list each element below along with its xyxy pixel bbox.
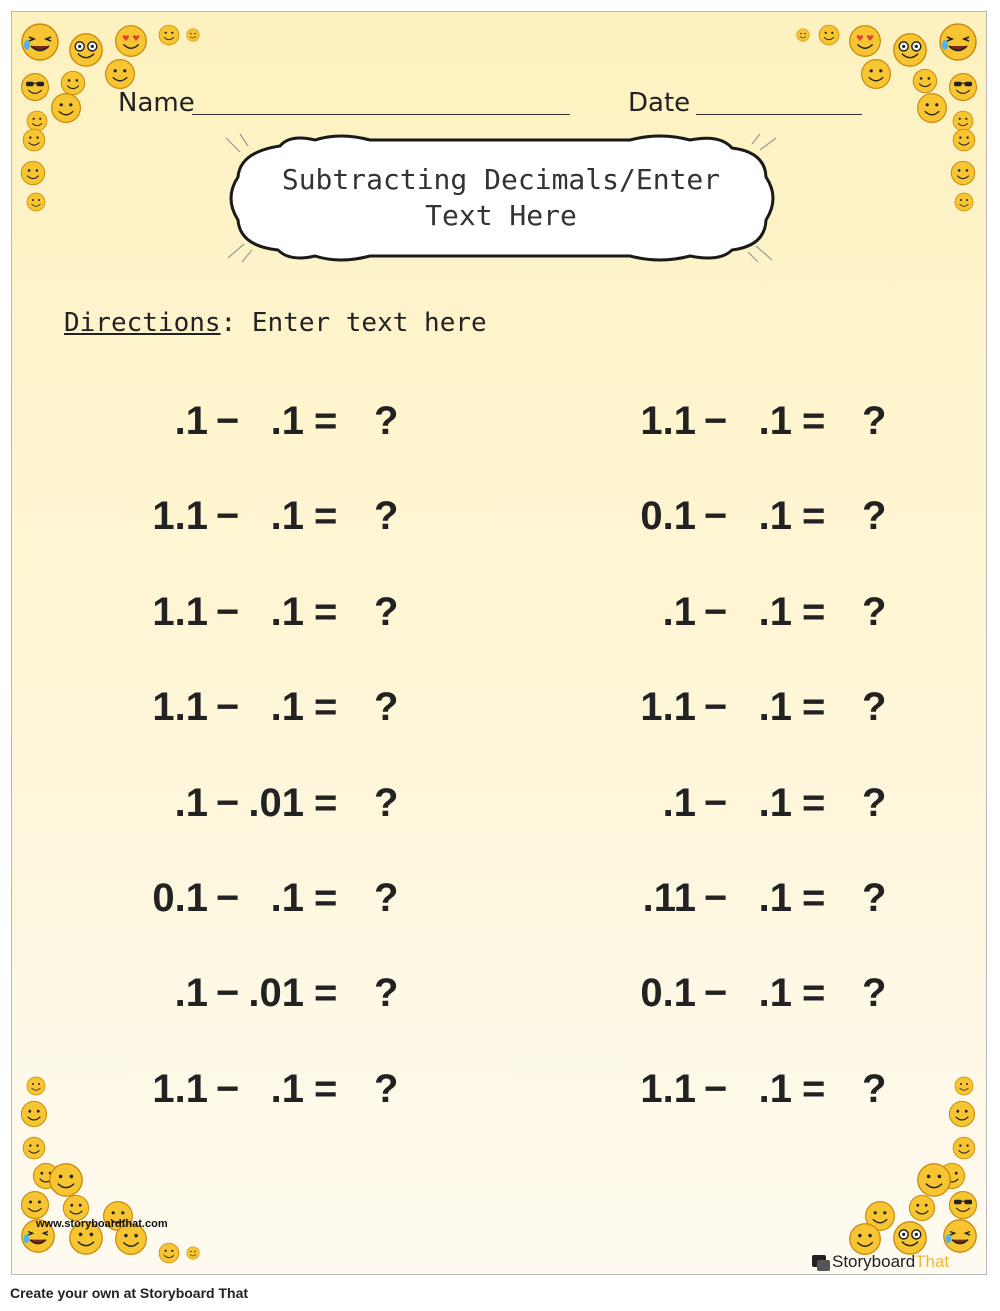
- problem-row: [136, 778, 399, 828]
- smile-emoji-icon: [158, 1242, 180, 1264]
- answer-placeholder[interactable]: ?: [862, 780, 887, 825]
- equals-sign: =: [802, 589, 826, 634]
- name-label: Name: [118, 88, 195, 118]
- minuend: .1: [174, 780, 208, 825]
- answer-placeholder[interactable]: ?: [374, 1066, 399, 1111]
- answer-placeholder[interactable]: ?: [374, 494, 399, 539]
- answer-placeholder[interactable]: ?: [862, 399, 887, 443]
- brand-name-part1: Storyboard: [832, 1252, 916, 1271]
- name-line[interactable]: [192, 114, 570, 115]
- smile-emoji-icon: [48, 1162, 84, 1198]
- subtrahend: .01: [248, 971, 304, 1016]
- minuend: .1: [174, 971, 208, 1016]
- smile-emoji-icon: [952, 128, 976, 152]
- minuend: .1: [662, 780, 696, 825]
- minuend: .1: [174, 399, 208, 443]
- problem-row: [136, 1064, 399, 1114]
- minuend: 0.1: [152, 876, 208, 920]
- minuend: 1.1: [640, 1066, 696, 1111]
- answer-placeholder[interactable]: ?: [862, 685, 887, 730]
- worksheet-title: [220, 162, 782, 234]
- minus-sign: −: [704, 971, 728, 1016]
- smile-emoji-icon: [912, 68, 938, 94]
- subtrahend: .1: [758, 971, 792, 1016]
- problem-row: [624, 873, 887, 923]
- sunglasses-emoji-icon: [948, 72, 978, 102]
- minus-sign: −: [704, 685, 728, 730]
- smile-emoji-icon: [796, 28, 810, 42]
- brand-logo: [832, 1252, 949, 1272]
- smile-emoji-icon: [818, 24, 840, 46]
- smile-emoji-icon: [22, 1136, 46, 1160]
- subtrahend: .1: [758, 399, 792, 443]
- subtrahend: .1: [270, 685, 304, 730]
- smile-emoji-icon: [26, 1076, 46, 1096]
- equals-sign: =: [314, 971, 338, 1016]
- smile-emoji-icon: [948, 1100, 976, 1128]
- answer-placeholder[interactable]: ?: [374, 971, 399, 1016]
- footer-caption[interactable]: Create your own at Storyboard That: [10, 1285, 249, 1301]
- minuend: 1.1: [640, 685, 696, 730]
- heart-eyes-emoji-icon: [848, 24, 882, 58]
- smile-emoji-icon: [186, 28, 200, 42]
- minus-sign: −: [216, 780, 240, 825]
- minuend: .11: [642, 876, 696, 920]
- equals-sign: =: [802, 685, 826, 730]
- smile-emoji-icon: [916, 92, 948, 124]
- smile-emoji-icon: [954, 1076, 974, 1096]
- minuend: 1.1: [152, 589, 208, 634]
- answer-placeholder[interactable]: ?: [862, 494, 887, 539]
- equals-sign: =: [802, 971, 826, 1016]
- date-label: Date: [628, 88, 691, 118]
- laughing-emoji-icon: [942, 1218, 978, 1254]
- smile-emoji-icon: [50, 92, 82, 124]
- heart-eyes-emoji-icon: [114, 24, 148, 58]
- date-line[interactable]: [696, 114, 862, 115]
- minus-sign: −: [704, 876, 728, 920]
- minuend: 1.1: [152, 685, 208, 730]
- minus-sign: −: [704, 1066, 728, 1111]
- minuend: 1.1: [152, 494, 208, 539]
- equals-sign: =: [802, 780, 826, 825]
- minuend: 0.1: [640, 494, 696, 539]
- smile-emoji-icon: [186, 1246, 200, 1260]
- smile-emoji-icon: [952, 1136, 976, 1160]
- smile-emoji-icon: [954, 192, 974, 212]
- problem-row: [136, 396, 399, 446]
- problem-row: [624, 491, 887, 541]
- problem-row: [624, 968, 887, 1018]
- problem-row: [624, 1064, 887, 1114]
- nerd-emoji-icon: [892, 1220, 928, 1256]
- equals-sign: =: [314, 780, 338, 825]
- directions-text: : Enter text here: [220, 308, 487, 338]
- problem-row: [136, 587, 399, 637]
- smile-emoji-icon: [20, 1100, 48, 1128]
- minus-sign: −: [216, 494, 240, 539]
- equals-sign: =: [314, 494, 338, 539]
- laughing-emoji-icon: [938, 22, 978, 62]
- subtrahend: .1: [270, 494, 304, 539]
- equals-sign: =: [314, 399, 338, 443]
- worksheet-page: [11, 11, 987, 1275]
- title-line-1: Subtracting Decimals/Enter: [281, 163, 721, 196]
- answer-placeholder[interactable]: ?: [862, 589, 887, 634]
- equals-sign: =: [314, 876, 338, 920]
- problem-row: [136, 968, 399, 1018]
- nerd-emoji-icon: [68, 32, 104, 68]
- directions: [64, 308, 487, 338]
- problem-row: [136, 873, 399, 923]
- smile-emoji-icon: [916, 1162, 952, 1198]
- subtrahend: .1: [758, 494, 792, 539]
- problem-row: [136, 682, 399, 732]
- subtrahend: .1: [270, 589, 304, 634]
- problem-row: [624, 396, 887, 446]
- smile-emoji-icon: [908, 1194, 936, 1222]
- smile-emoji-icon: [848, 1222, 882, 1256]
- title-line-2: Text Here: [425, 199, 577, 232]
- storyboard-logo-icon: [810, 1253, 832, 1275]
- subtrahend: .1: [758, 876, 792, 920]
- smile-emoji-icon: [20, 160, 46, 186]
- minus-sign: −: [216, 971, 240, 1016]
- minus-sign: −: [704, 589, 728, 634]
- equals-sign: =: [314, 685, 338, 730]
- smile-emoji-icon: [860, 58, 892, 90]
- smile-emoji-icon: [26, 192, 46, 212]
- minus-sign: −: [216, 399, 240, 443]
- problem-row: [624, 682, 887, 732]
- problem-row: [624, 587, 887, 637]
- subtrahend: .1: [270, 876, 304, 920]
- subtrahend: .1: [758, 685, 792, 730]
- smile-emoji-icon: [22, 128, 46, 152]
- subtrahend: .1: [270, 1066, 304, 1111]
- directions-label: Directions: [64, 308, 221, 338]
- subtrahend: .1: [758, 589, 792, 634]
- minus-sign: −: [216, 876, 240, 920]
- answer-placeholder[interactable]: ?: [862, 876, 887, 920]
- answer-placeholder[interactable]: ?: [374, 876, 399, 920]
- answer-placeholder[interactable]: ?: [374, 589, 399, 634]
- nerd-emoji-icon: [892, 32, 928, 68]
- smile-emoji-icon: [950, 160, 976, 186]
- sunglasses-emoji-icon: [948, 1190, 978, 1220]
- minus-sign: −: [216, 685, 240, 730]
- equals-sign: =: [802, 876, 826, 920]
- smile-emoji-icon: [158, 24, 180, 46]
- subtrahend: .1: [270, 399, 304, 443]
- equals-sign: =: [802, 399, 826, 443]
- equals-sign: =: [802, 1066, 826, 1111]
- equals-sign: =: [314, 589, 338, 634]
- problem-row: [624, 778, 887, 828]
- brand-name-part2: That: [915, 1252, 950, 1271]
- equals-sign: =: [802, 494, 826, 539]
- answer-placeholder[interactable]: ?: [374, 399, 399, 443]
- subtrahend: .1: [758, 1066, 792, 1111]
- equals-sign: =: [314, 1066, 338, 1111]
- answer-placeholder[interactable]: ?: [374, 685, 399, 730]
- minus-sign: −: [704, 494, 728, 539]
- minuend: 1.1: [152, 1066, 208, 1111]
- subtrahend: .01: [248, 780, 304, 825]
- minuend: 1.1: [640, 399, 696, 443]
- minus-sign: −: [216, 1066, 240, 1111]
- minuend: .1: [662, 589, 696, 634]
- smile-emoji-icon: [104, 58, 136, 90]
- laughing-emoji-icon: [20, 22, 60, 62]
- answer-placeholder[interactable]: ?: [862, 1066, 887, 1111]
- minus-sign: −: [704, 780, 728, 825]
- minus-sign: −: [216, 589, 240, 634]
- minuend: 0.1: [640, 971, 696, 1016]
- site-url: www.storyboardthat.com: [36, 1218, 168, 1230]
- subtrahend: .1: [758, 780, 792, 825]
- problem-row: [136, 491, 399, 541]
- sunglasses-emoji-icon: [20, 72, 50, 102]
- answer-placeholder[interactable]: ?: [374, 780, 399, 825]
- answer-placeholder[interactable]: ?: [862, 971, 887, 1016]
- minus-sign: −: [704, 399, 728, 443]
- smile-emoji-icon: [20, 1190, 50, 1220]
